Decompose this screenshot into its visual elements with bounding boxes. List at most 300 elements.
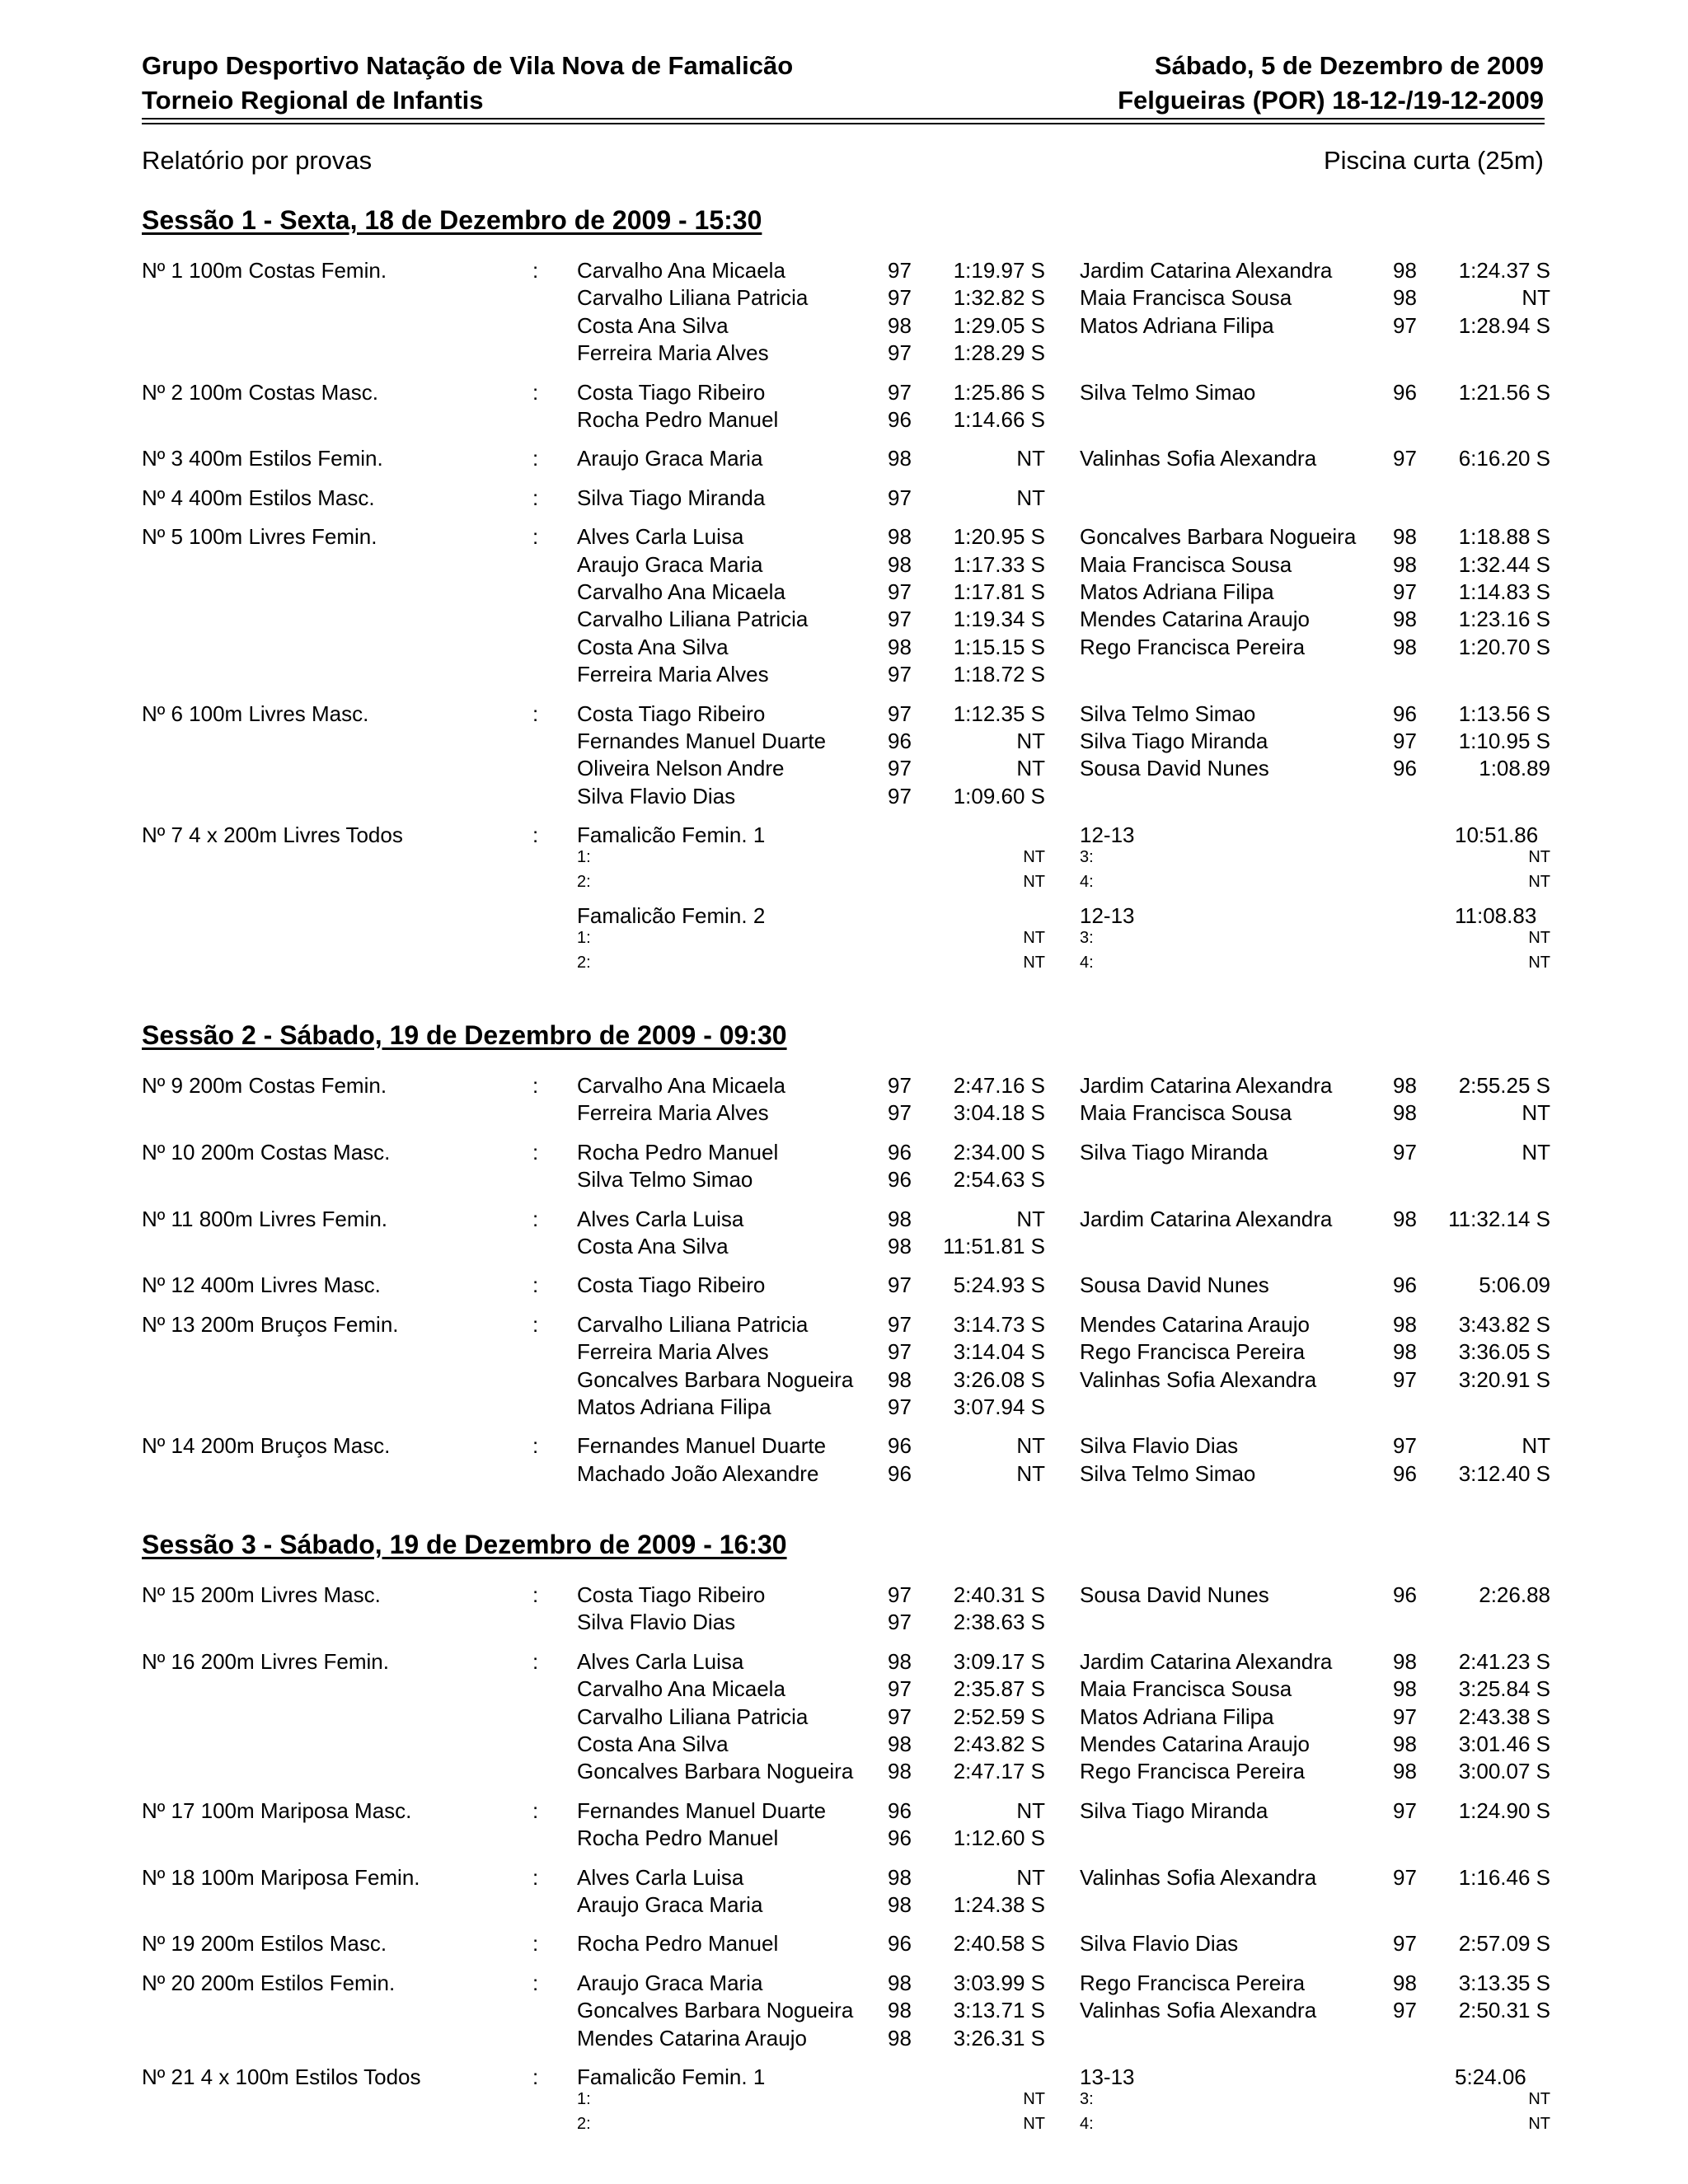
report-type: Relatório por provas xyxy=(142,146,373,175)
swimmer-name: Costa Tiago Ribeiro xyxy=(577,701,766,726)
swimmer-name: Silva Tiago Miranda xyxy=(1080,1139,1268,1165)
swimmer-name: Mendes Catarina Araujo xyxy=(1080,1732,1310,1756)
birth-year: 96 xyxy=(888,1931,912,1957)
event-label: Nº 10 200m Costas Masc. xyxy=(142,1139,391,1165)
birth-year: 98 xyxy=(888,1970,912,1995)
event-colon: : xyxy=(532,1272,539,1298)
entry-time: 1:25.86 S xyxy=(953,379,1045,405)
entry-time: NT xyxy=(1016,485,1045,510)
swimmer-name: Sousa David Nunes xyxy=(1080,1272,1269,1298)
event-colon: : xyxy=(532,823,539,848)
entry-time: 2:54.63 S xyxy=(953,1167,1045,1193)
entry-time: 1:18.88 S xyxy=(1458,524,1550,550)
meet-location-dates: Felgueiras (POR) 18-12-/19-12-2009 xyxy=(1118,86,1544,115)
entry-time: 3:26.08 S xyxy=(953,1366,1045,1392)
event-colon: : xyxy=(532,1139,539,1165)
entry-time: 1:12.60 S xyxy=(953,1825,1045,1851)
entry-time: NT xyxy=(1016,729,1045,753)
report-date: Sábado, 5 de Dezembro de 2009 xyxy=(1154,51,1544,80)
birth-year: 98 xyxy=(888,2025,912,2050)
birth-year: 97 xyxy=(1393,729,1417,753)
swimmer-name: Jardim Catarina Alexandra xyxy=(1080,1073,1333,1098)
birth-year: 97 xyxy=(1393,1864,1417,1890)
swimmer-name: Costa Tiago Ribeiro xyxy=(577,379,766,405)
swimmer-name: Ferreira Maria Alves xyxy=(577,340,769,366)
session-title: Sessão 1 - Sexta, 18 de Dezembro de 2009 - 15:30 xyxy=(142,205,762,235)
swimmer-name: Rego Francisca Pereira xyxy=(1080,1759,1306,1784)
birth-year: 96 xyxy=(1393,379,1417,405)
relay-leg-number: 2: xyxy=(577,872,591,891)
relay-leg-time: NT xyxy=(1528,872,1550,891)
swimmer-name: Matos Adriana Filipa xyxy=(577,1394,771,1419)
swimmer-name: Rocha Pedro Manuel xyxy=(577,1931,779,1957)
swimmer-name: Carvalho Liliana Patricia xyxy=(577,1311,809,1337)
entry-time: NT xyxy=(1522,285,1550,311)
entry-time: 1:24.38 S xyxy=(953,1892,1045,1917)
entry-time: 1:14.66 S xyxy=(953,407,1045,432)
swimmer-name: Valinhas Sofia Alexandra xyxy=(1080,1998,1317,2023)
event-colon: : xyxy=(532,258,539,283)
birth-year: 97 xyxy=(888,340,912,366)
birth-year: 97 xyxy=(1393,1704,1417,1729)
swimmer-name: Valinhas Sofia Alexandra xyxy=(1080,1366,1317,1392)
entry-time: 3:36.05 S xyxy=(1458,1339,1550,1365)
relay-leg-number: 3: xyxy=(1080,929,1094,948)
swimmer-name: Costa Ana Silva xyxy=(577,634,729,659)
birth-year: 97 xyxy=(888,1394,912,1419)
swimmer-name: Matos Adriana Filipa xyxy=(1080,312,1274,338)
entry-time: NT xyxy=(1522,1139,1550,1165)
relay-leg-time: NT xyxy=(1528,2090,1550,2108)
entry-time: 1:23.16 S xyxy=(1458,607,1550,632)
swimmer-name: Matos Adriana Filipa xyxy=(1080,579,1274,604)
birth-year: 98 xyxy=(888,1892,912,1917)
birth-year: 97 xyxy=(888,485,912,510)
event-label: Nº 18 100m Mariposa Femin. xyxy=(142,1864,420,1890)
swimmer-name: Silva Telmo Simao xyxy=(577,1167,753,1193)
birth-year: 98 xyxy=(1393,1759,1417,1784)
birth-year: 97 xyxy=(888,701,912,726)
swimmer-name: Araujo Graca Maria xyxy=(577,1970,763,1995)
birth-year: 98 xyxy=(1393,285,1417,311)
birth-year: 96 xyxy=(888,1139,912,1165)
header-rule-bottom xyxy=(142,123,1545,124)
swimmer-name: Silva Flavio Dias xyxy=(577,783,736,808)
relay-leg-number: 1: xyxy=(577,2090,591,2108)
relay-leg-time: NT xyxy=(1528,953,1550,972)
entry-time: 1:17.33 S xyxy=(953,551,1045,577)
event-label: Nº 9 200m Costas Femin. xyxy=(142,1073,387,1098)
swimmer-name: Jardim Catarina Alexandra xyxy=(1080,1648,1333,1674)
entry-time: 3:03.99 S xyxy=(953,1970,1045,1995)
entry-time: 3:00.07 S xyxy=(1458,1759,1550,1784)
birth-year: 96 xyxy=(888,1825,912,1851)
birth-year: 97 xyxy=(888,783,912,808)
event-colon: : xyxy=(532,1797,539,1823)
relay-time: 5:24.06 xyxy=(1455,2064,1526,2089)
entry-time: 1:28.29 S xyxy=(953,340,1045,366)
entry-time: 2:47.16 S xyxy=(953,1073,1045,1098)
event-label: Nº 12 400m Livres Masc. xyxy=(142,1272,381,1298)
entry-time: 3:20.91 S xyxy=(1458,1366,1550,1392)
birth-year: 97 xyxy=(888,1339,912,1365)
swimmer-name: Oliveira Nelson Andre xyxy=(577,756,785,781)
birth-year: 97 xyxy=(1393,1433,1417,1459)
event-colon: : xyxy=(532,1073,539,1098)
entry-time: 3:07.94 S xyxy=(953,1394,1045,1419)
swimmer-name: Silva Tiago Miranda xyxy=(577,485,766,510)
entry-time: 3:14.73 S xyxy=(953,1311,1045,1337)
birth-year: 97 xyxy=(888,1610,912,1635)
birth-year: 97 xyxy=(1393,446,1417,471)
entry-time: 1:10.95 S xyxy=(1458,729,1550,753)
swimmer-name: Maia Francisca Sousa xyxy=(1080,1676,1292,1702)
swimmer-name: Mendes Catarina Araujo xyxy=(577,2025,807,2050)
swimmer-name: Maia Francisca Sousa xyxy=(1080,551,1292,577)
entry-time: 6:16.20 S xyxy=(1458,446,1550,471)
birth-year: 98 xyxy=(1393,607,1417,632)
birth-year: 98 xyxy=(888,551,912,577)
entry-time: NT xyxy=(1016,756,1045,781)
swimmer-name: Fernandes Manuel Duarte xyxy=(577,729,827,753)
club-name: Grupo Desportivo Natação de Vila Nova de Famalicão xyxy=(142,51,794,80)
relay-leg-number: 2: xyxy=(577,2114,591,2133)
swimmer-name: Alves Carla Luisa xyxy=(577,1206,744,1231)
birth-year: 98 xyxy=(1393,1206,1417,1231)
birth-year: 98 xyxy=(1393,524,1417,550)
entry-time: NT xyxy=(1016,1433,1045,1459)
entry-time: NT xyxy=(1016,1864,1045,1890)
event-label: Nº 5 100m Livres Femin. xyxy=(142,524,377,550)
swimmer-name: Goncalves Barbara Nogueira xyxy=(1080,524,1357,550)
event-label: Nº 19 200m Estilos Masc. xyxy=(142,1931,387,1957)
birth-year: 96 xyxy=(1393,1272,1417,1298)
event-label: Nº 15 200m Livres Masc. xyxy=(142,1582,381,1607)
entry-time: 1:09.60 S xyxy=(953,783,1045,808)
swimmer-name: Ferreira Maria Alves xyxy=(577,1339,769,1365)
birth-year: 97 xyxy=(888,285,912,311)
pool-type: Piscina curta (25m) xyxy=(1323,146,1544,175)
swimmer-name: Rego Francisca Pereira xyxy=(1080,1339,1306,1365)
relay-team: Famalicão Femin. 2 xyxy=(577,903,766,929)
event-label: Nº 13 200m Bruços Femin. xyxy=(142,1311,399,1337)
relay-leg-time: NT xyxy=(1528,2114,1550,2133)
entry-time: 2:34.00 S xyxy=(953,1139,1045,1165)
relay-leg-number: 3: xyxy=(1080,2090,1094,2108)
birth-year: 96 xyxy=(1393,1460,1417,1486)
event-label: Nº 14 200m Bruços Masc. xyxy=(142,1433,391,1459)
swimmer-name: Carvalho Ana Micaela xyxy=(577,258,785,283)
event-label: Nº 11 800m Livres Femin. xyxy=(142,1206,388,1231)
swimmer-name: Araujo Graca Maria xyxy=(577,1892,763,1917)
relay-age-group: 13-13 xyxy=(1080,2064,1135,2089)
entry-time: 2:52.59 S xyxy=(953,1704,1045,1729)
entry-time: 1:20.70 S xyxy=(1458,634,1550,659)
birth-year: 97 xyxy=(1393,1998,1417,2023)
swimmer-name: Rocha Pedro Manuel xyxy=(577,1825,779,1851)
entry-time: 2:57.09 S xyxy=(1458,1931,1550,1957)
event-label: Nº 4 400m Estilos Masc. xyxy=(142,485,375,510)
birth-year: 98 xyxy=(888,1732,912,1756)
entry-time: 2:55.25 S xyxy=(1458,1073,1550,1098)
swimmer-name: Fernandes Manuel Duarte xyxy=(577,1433,827,1459)
entry-time: NT xyxy=(1016,1797,1045,1823)
event-colon: : xyxy=(532,1864,539,1890)
entry-time: NT xyxy=(1016,1460,1045,1486)
entry-time: 1:18.72 S xyxy=(953,662,1045,687)
event-colon: : xyxy=(532,1648,539,1674)
session-title: Sessão 2 - Sábado, 19 de Dezembro de 2009 - 09:30 xyxy=(142,1020,787,1050)
relay-leg-number: 1: xyxy=(577,848,591,867)
swimmer-name: Machado João Alexandre xyxy=(577,1460,819,1486)
entry-time: 5:24.93 S xyxy=(953,1272,1045,1298)
event-label: Nº 1 100m Costas Femin. xyxy=(142,258,387,283)
birth-year: 98 xyxy=(1393,1732,1417,1756)
birth-year: 97 xyxy=(1393,1797,1417,1823)
swimmer-name: Rego Francisca Pereira xyxy=(1080,1970,1306,1995)
swimmer-name: Valinhas Sofia Alexandra xyxy=(1080,1864,1317,1890)
birth-year: 98 xyxy=(1393,1311,1417,1337)
entry-time: NT xyxy=(1016,446,1045,471)
swimmer-name: Maia Francisca Sousa xyxy=(1080,285,1292,311)
event-label: Nº 6 100m Livres Masc. xyxy=(142,701,369,726)
entry-time: 1:32.44 S xyxy=(1458,551,1550,577)
entry-time: 2:38.63 S xyxy=(953,1610,1045,1635)
swimmer-name: Jardim Catarina Alexandra xyxy=(1080,258,1333,283)
birth-year: 97 xyxy=(888,662,912,687)
birth-year: 96 xyxy=(1393,756,1417,781)
birth-year: 97 xyxy=(888,1582,912,1607)
birth-year: 97 xyxy=(888,1073,912,1098)
birth-year: 98 xyxy=(1393,1339,1417,1365)
event-label: Nº 7 4 x 200m Livres Todos xyxy=(142,823,403,848)
birth-year: 96 xyxy=(888,1460,912,1486)
event-colon: : xyxy=(532,524,539,550)
swimmer-name: Araujo Graca Maria xyxy=(577,551,763,577)
birth-year: 97 xyxy=(1393,1366,1417,1392)
swimmer-name: Mendes Catarina Araujo xyxy=(1080,607,1310,632)
swimmer-name: Alves Carla Luisa xyxy=(577,1648,744,1674)
entry-time: 1:29.05 S xyxy=(953,312,1045,338)
event-colon: : xyxy=(532,1206,539,1231)
relay-age-group: 12-13 xyxy=(1080,823,1135,848)
entry-time: 1:15.15 S xyxy=(953,634,1045,659)
entry-time: 1:12.35 S xyxy=(953,701,1045,726)
relay-leg-time: NT xyxy=(1023,929,1045,948)
birth-year: 97 xyxy=(888,1676,912,1702)
birth-year: 97 xyxy=(888,1272,912,1298)
birth-year: 98 xyxy=(888,1998,912,2023)
entry-time: NT xyxy=(1522,1433,1550,1459)
birth-year: 96 xyxy=(888,1797,912,1823)
entry-time: 2:47.17 S xyxy=(953,1759,1045,1784)
swimmer-name: Silva Telmo Simao xyxy=(1080,379,1256,405)
entry-time: 2:40.58 S xyxy=(953,1931,1045,1957)
swimmer-name: Ferreira Maria Alves xyxy=(577,662,769,687)
birth-year: 96 xyxy=(888,1433,912,1459)
header-rule-top xyxy=(142,118,1545,120)
entry-time: 2:43.38 S xyxy=(1458,1704,1550,1729)
swimmer-name: Alves Carla Luisa xyxy=(577,1864,744,1890)
entry-time: 1:24.90 S xyxy=(1458,1797,1550,1823)
relay-leg-time: NT xyxy=(1023,953,1045,972)
birth-year: 97 xyxy=(888,379,912,405)
entry-time: 3:26.31 S xyxy=(953,2025,1045,2050)
swimmer-name: Silva Telmo Simao xyxy=(1080,1460,1256,1486)
entry-time: 3:01.46 S xyxy=(1458,1732,1550,1756)
swimmer-name: Goncalves Barbara Nogueira xyxy=(577,1366,854,1392)
swimmer-name: Silva Flavio Dias xyxy=(577,1610,736,1635)
birth-year: 96 xyxy=(888,729,912,753)
swimmer-name: Carvalho Ana Micaela xyxy=(577,1073,785,1098)
swimmer-name: Costa Ana Silva xyxy=(577,312,729,338)
swimmer-name: Silva Tiago Miranda xyxy=(1080,729,1268,753)
birth-year: 96 xyxy=(888,1167,912,1193)
birth-year: 98 xyxy=(888,1206,912,1231)
swimmer-name: Goncalves Barbara Nogueira xyxy=(577,1759,854,1784)
event-label: Nº 2 100m Costas Masc. xyxy=(142,379,378,405)
swimmer-name: Costa Tiago Ribeiro xyxy=(577,1582,766,1607)
event-label: Nº 20 200m Estilos Femin. xyxy=(142,1970,396,1995)
birth-year: 97 xyxy=(1393,312,1417,338)
entry-time: 3:09.17 S xyxy=(953,1648,1045,1674)
birth-year: 96 xyxy=(1393,701,1417,726)
relay-leg-number: 3: xyxy=(1080,848,1094,867)
swimmer-name: Carvalho Liliana Patricia xyxy=(577,1704,809,1729)
birth-year: 96 xyxy=(1393,1582,1417,1607)
entry-time: 2:40.31 S xyxy=(953,1582,1045,1607)
entry-time: 3:14.04 S xyxy=(953,1339,1045,1365)
event-colon: : xyxy=(532,1970,539,1995)
birth-year: 98 xyxy=(888,524,912,550)
entry-time: 1:32.82 S xyxy=(953,285,1045,311)
swimmer-name: Fernandes Manuel Duarte xyxy=(577,1797,827,1823)
swimmer-name: Valinhas Sofia Alexandra xyxy=(1080,446,1317,471)
entry-time: 2:26.88 xyxy=(1479,1582,1550,1607)
relay-time: 10:51.86 xyxy=(1455,823,1539,848)
swimmer-name: Rego Francisca Pereira xyxy=(1080,634,1306,659)
entry-time: 1:21.56 S xyxy=(1458,379,1550,405)
birth-year: 97 xyxy=(1393,579,1417,604)
entry-time: 1:19.97 S xyxy=(953,258,1045,283)
swimmer-name: Araujo Graca Maria xyxy=(577,446,763,471)
relay-leg-time: NT xyxy=(1023,848,1045,867)
relay-leg-time: NT xyxy=(1023,2090,1045,2108)
event-colon: : xyxy=(532,1931,539,1957)
entry-time: NT xyxy=(1016,1206,1045,1231)
birth-year: 98 xyxy=(1393,1970,1417,1995)
relay-leg-number: 2: xyxy=(577,953,591,972)
swimmer-name: Silva Tiago Miranda xyxy=(1080,1797,1268,1823)
swimmer-name: Matos Adriana Filipa xyxy=(1080,1704,1274,1729)
birth-year: 97 xyxy=(888,607,912,632)
birth-year: 98 xyxy=(888,1366,912,1392)
entry-time: NT xyxy=(1522,1100,1550,1126)
birth-year: 98 xyxy=(1393,1100,1417,1126)
entry-time: 5:06.09 xyxy=(1479,1272,1550,1298)
swimmer-name: Carvalho Liliana Patricia xyxy=(577,607,809,632)
birth-year: 98 xyxy=(888,634,912,659)
entry-time: 3:04.18 S xyxy=(953,1100,1045,1126)
swimmer-name: Costa Ana Silva xyxy=(577,1234,729,1258)
relay-time: 11:08.83 xyxy=(1455,903,1537,929)
swimmer-name: Costa Tiago Ribeiro xyxy=(577,1272,766,1298)
swimmer-name: Rocha Pedro Manuel xyxy=(577,1139,779,1165)
event-label: Nº 17 100m Mariposa Masc. xyxy=(142,1797,412,1823)
entry-time: 11:51.81 S xyxy=(943,1234,1045,1258)
event-label: Nº 16 200m Livres Femin. xyxy=(142,1648,389,1674)
birth-year: 98 xyxy=(1393,1648,1417,1674)
relay-leg-time: NT xyxy=(1528,848,1550,867)
swimmer-name: Rocha Pedro Manuel xyxy=(577,407,779,432)
entry-time: 3:12.40 S xyxy=(1458,1460,1550,1486)
swimmer-name: Carvalho Liliana Patricia xyxy=(577,285,809,311)
entry-time: 1:14.83 S xyxy=(1458,579,1550,604)
relay-leg-number: 4: xyxy=(1080,2114,1094,2133)
swimmer-name: Costa Ana Silva xyxy=(577,1732,729,1756)
birth-year: 98 xyxy=(1393,258,1417,283)
birth-year: 97 xyxy=(1393,1931,1417,1957)
entry-time: 3:13.35 S xyxy=(1458,1970,1550,1995)
birth-year: 97 xyxy=(888,1311,912,1337)
relay-leg-number: 4: xyxy=(1080,872,1094,891)
swimmer-name: Goncalves Barbara Nogueira xyxy=(577,1998,854,2023)
birth-year: 97 xyxy=(888,258,912,283)
relay-leg-time: NT xyxy=(1023,872,1045,891)
entry-time: 1:24.37 S xyxy=(1458,258,1550,283)
event-colon: : xyxy=(532,2064,539,2089)
entry-time: 1:19.34 S xyxy=(953,607,1045,632)
swimmer-name: Ferreira Maria Alves xyxy=(577,1100,769,1126)
entry-time: 1:13.56 S xyxy=(1458,701,1550,726)
birth-year: 98 xyxy=(888,312,912,338)
swimmer-name: Mendes Catarina Araujo xyxy=(1080,1311,1310,1337)
entry-time: 3:25.84 S xyxy=(1458,1676,1550,1702)
swimmer-name: Carvalho Ana Micaela xyxy=(577,579,785,604)
swimmer-name: Silva Telmo Simao xyxy=(1080,701,1256,726)
relay-team: Famalicão Femin. 1 xyxy=(577,2064,766,2089)
relay-leg-number: 4: xyxy=(1080,953,1094,972)
swimmer-name: Sousa David Nunes xyxy=(1080,756,1269,781)
birth-year: 98 xyxy=(888,1759,912,1784)
session-title: Sessão 3 - Sábado, 19 de Dezembro de 2009 - 16:30 xyxy=(142,1530,787,1559)
birth-year: 98 xyxy=(1393,551,1417,577)
event-colon: : xyxy=(532,1582,539,1607)
entry-time: 2:35.87 S xyxy=(953,1676,1045,1702)
swimmer-name: Sousa David Nunes xyxy=(1080,1582,1269,1607)
entry-time: 1:08.89 xyxy=(1479,756,1550,781)
birth-year: 98 xyxy=(888,1648,912,1674)
birth-year: 98 xyxy=(888,1234,912,1258)
birth-year: 97 xyxy=(888,1704,912,1729)
birth-year: 98 xyxy=(1393,1676,1417,1702)
birth-year: 97 xyxy=(1393,1139,1417,1165)
event-colon: : xyxy=(532,485,539,510)
birth-year: 98 xyxy=(1393,1073,1417,1098)
birth-year: 98 xyxy=(888,1864,912,1890)
event-label: Nº 21 4 x 100m Estilos Todos xyxy=(142,2064,421,2089)
birth-year: 96 xyxy=(888,407,912,432)
relay-age-group: 12-13 xyxy=(1080,903,1135,929)
entry-time: 2:43.82 S xyxy=(953,1732,1045,1756)
event-colon: : xyxy=(532,379,539,405)
meet-name: Torneio Regional de Infantis xyxy=(142,86,484,115)
swimmer-name: Carvalho Ana Micaela xyxy=(577,1676,785,1702)
entry-time: 1:28.94 S xyxy=(1458,312,1550,338)
relay-leg-time: NT xyxy=(1528,929,1550,948)
birth-year: 98 xyxy=(1393,634,1417,659)
event-colon: : xyxy=(532,701,539,726)
